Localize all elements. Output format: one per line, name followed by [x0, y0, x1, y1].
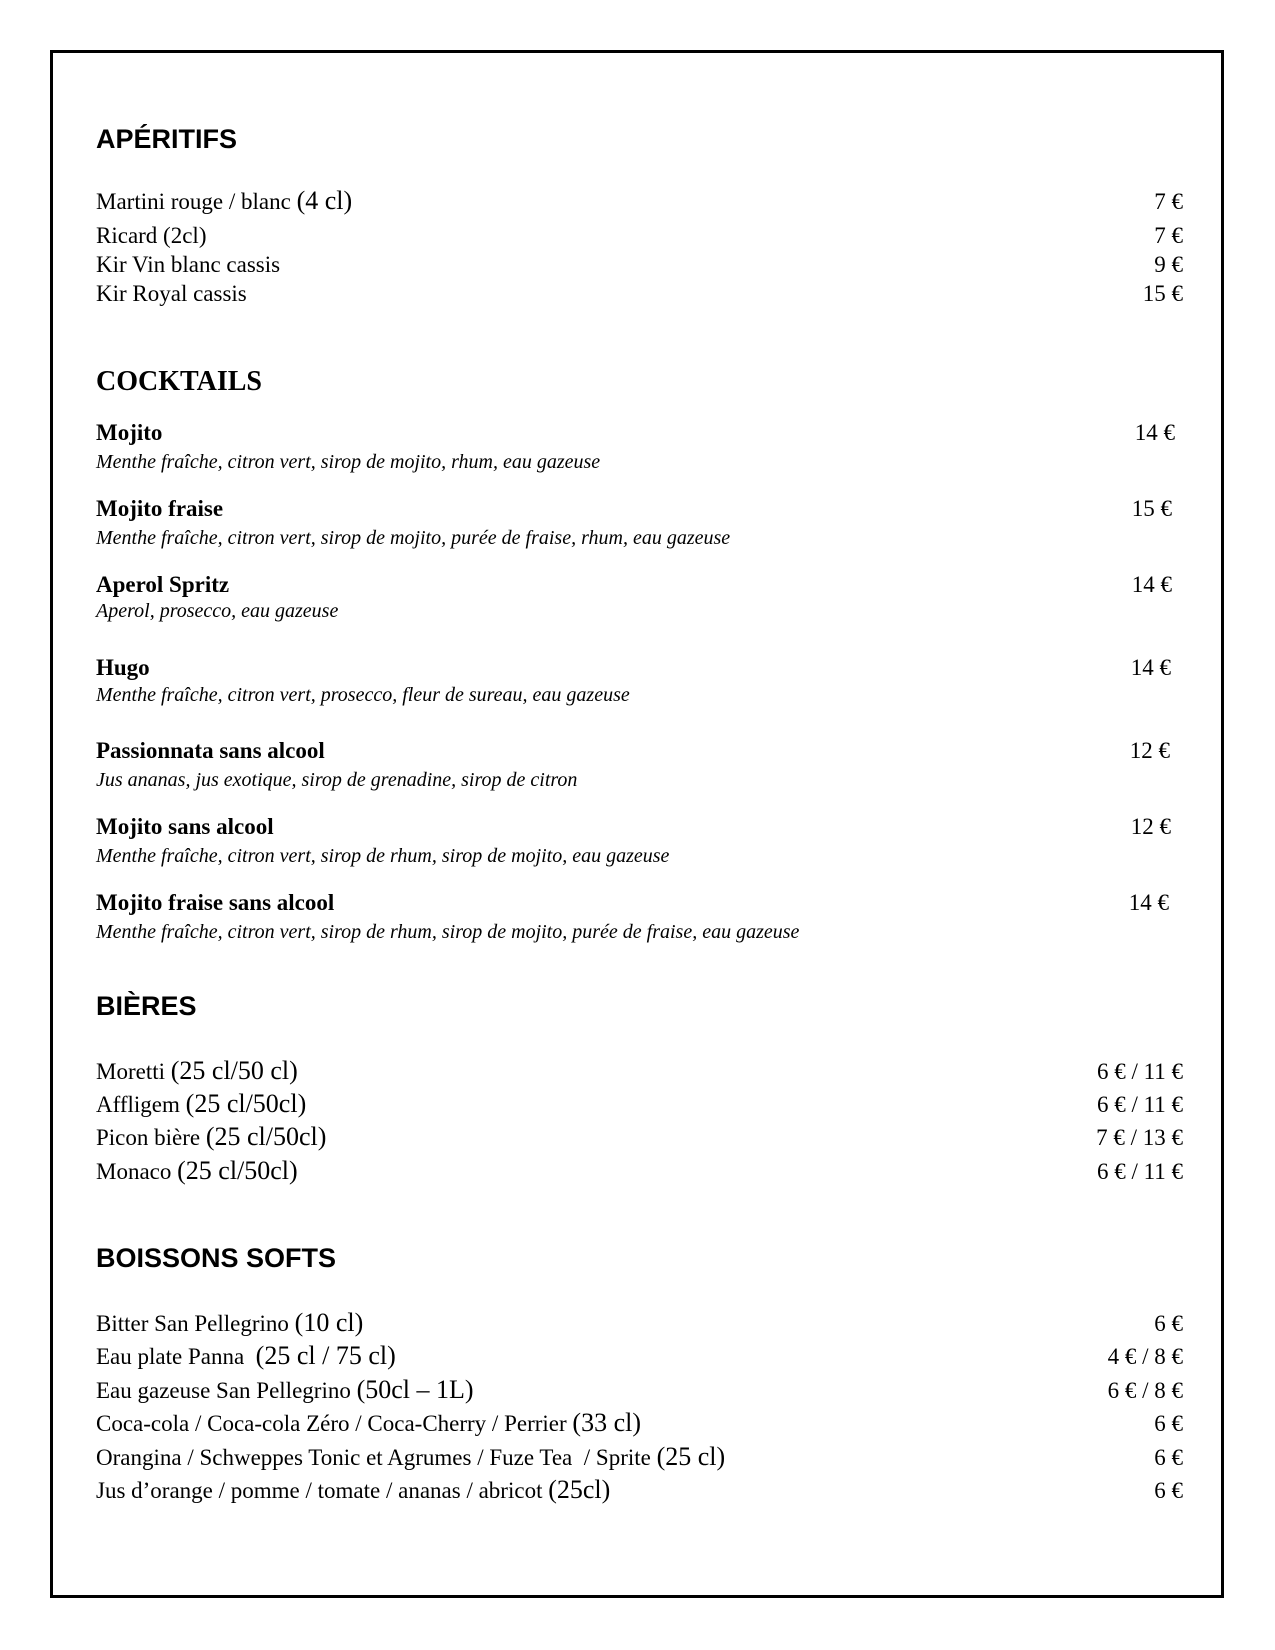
item-name: Monaco — [96, 1159, 178, 1184]
menu-item — [96, 188, 352, 214]
menu-item — [96, 1477, 610, 1503]
cocktail-description: Menthe fraîche, citron vert, sirop de mojito, rhum, eau gazeuse — [96, 451, 601, 473]
menu-item — [96, 282, 247, 305]
cocktail-description: Menthe fraîche, citron vert, sirop de rhum, sirop de mojito, purée de fraise, eau gazeuse — [96, 921, 800, 943]
cocktail-description: Jus ananas, jus exotique, sirop de grenadine, sirop de citron — [96, 769, 578, 791]
item-name: Coca-cola / Coca-cola Zéro / Coca-Cherry / Perrier — [96, 1411, 573, 1436]
section-title-softs: BOISSONS SOFTS — [96, 1243, 337, 1273]
item-volume: (25 cl/50 cl) — [170, 1056, 298, 1085]
cocktail-description: Aperol, prosecco, eau gazeuse — [96, 600, 339, 622]
cocktail-description: Menthe fraîche, citron vert, sirop de mojito, purée de fraise, rhum, eau gazeuse — [96, 527, 731, 549]
item-price: 6 € / 11 € — [1096, 1059, 1183, 1084]
item-volume: (25 cl/50cl) — [177, 1156, 298, 1185]
item-volume: (33 cl) — [572, 1408, 641, 1437]
section-title-aperitifs: APÉRITIFS — [96, 124, 238, 154]
menu-item — [96, 224, 206, 247]
cocktail-price: 12 € — [1129, 738, 1170, 763]
item-name: Kir Royal cassis — [96, 281, 247, 306]
menu-item — [96, 1091, 306, 1117]
item-volume: (10 cl) — [294, 1308, 364, 1337]
item-name: Orangina / Schweppes Tonic et Agrumes / Fuze Tea / Sprite — [96, 1445, 657, 1470]
item-name: Moretti — [96, 1059, 171, 1084]
item-price: 7 € — [1154, 223, 1183, 248]
item-price: 6 € — [1154, 1311, 1183, 1336]
menu-item — [96, 1124, 326, 1150]
cocktail-price: 15 € — [1131, 496, 1172, 521]
section-title-cocktails: COCKTAILS — [96, 366, 262, 397]
item-price: 6 € — [1154, 1445, 1183, 1470]
item-price: 6 € / 8 € — [1107, 1378, 1183, 1403]
cocktail-name: Mojito sans alcool — [96, 814, 274, 839]
item-name: Eau plate Panna — [96, 1344, 256, 1369]
cocktail-description: Menthe fraîche, citron vert, sirop de rhum, sirop de mojito, eau gazeuse — [96, 845, 670, 867]
cocktail-name: Mojito — [96, 420, 163, 445]
item-volume: (4 cl) — [296, 186, 353, 215]
item-price: 6 € / 11 € — [1096, 1092, 1183, 1117]
menu-item — [96, 253, 280, 276]
item-name: Ricard (2cl) — [96, 223, 207, 248]
menu-item — [96, 1158, 298, 1184]
item-name: Affligem — [96, 1092, 186, 1117]
cocktail-name: Mojito fraise sans alcool — [96, 890, 335, 915]
menu-item — [96, 1444, 725, 1470]
item-price: 9 € — [1154, 252, 1183, 277]
item-name: Picon bière — [96, 1125, 206, 1150]
menu-item — [96, 1410, 641, 1436]
item-name: Bitter San Pellegrino — [96, 1311, 295, 1336]
item-price: 6 € / 11 € — [1096, 1159, 1183, 1184]
item-volume: (50cl – 1L) — [356, 1375, 474, 1404]
item-volume: (25 cl) — [656, 1442, 726, 1471]
menu-item — [96, 1310, 363, 1336]
cocktail-name: Passionnata sans alcool — [96, 738, 325, 763]
cocktail-price: 14 € — [1131, 572, 1172, 597]
menu-item — [96, 1377, 474, 1403]
cocktail-name: Hugo — [96, 655, 150, 680]
item-price: 4 € / 8 € — [1107, 1344, 1183, 1369]
item-volume: (25 cl/50cl) — [205, 1122, 327, 1151]
item-volume: (25 cl/50cl) — [185, 1089, 307, 1118]
cocktail-price: 14 € — [1130, 655, 1171, 680]
item-volume: (25 cl / 75 cl) — [255, 1341, 396, 1370]
menu-item — [96, 1343, 396, 1369]
cocktail-name: Aperol Spritz — [96, 572, 230, 597]
item-name: Kir Vin blanc cassis — [96, 252, 281, 277]
cocktail-description: Menthe fraîche, citron vert, prosecco, fleur de sureau, eau gazeuse — [96, 684, 630, 706]
item-price: 6 € — [1154, 1411, 1183, 1436]
item-name: Martini rouge / blanc — [96, 189, 297, 214]
item-price: 7 € — [1154, 189, 1183, 214]
section-title-bieres: BIÈRES — [96, 991, 197, 1021]
cocktail-price: 14 € — [1128, 890, 1169, 915]
cocktail-price: 14 € — [1134, 420, 1175, 445]
item-name: Jus d’orange / pomme / tomate / ananas / abricot — [96, 1478, 549, 1503]
item-price: 15 € — [1142, 281, 1183, 306]
cocktail-price: 12 € — [1130, 814, 1171, 839]
cocktail-name: Mojito fraise — [96, 496, 224, 521]
menu-item — [96, 1058, 298, 1084]
item-price: 6 € — [1154, 1478, 1183, 1503]
item-name: Eau gazeuse San Pellegrino — [96, 1378, 357, 1403]
item-price: 7 € / 13 € — [1096, 1125, 1183, 1150]
item-volume: (25cl) — [548, 1475, 611, 1504]
